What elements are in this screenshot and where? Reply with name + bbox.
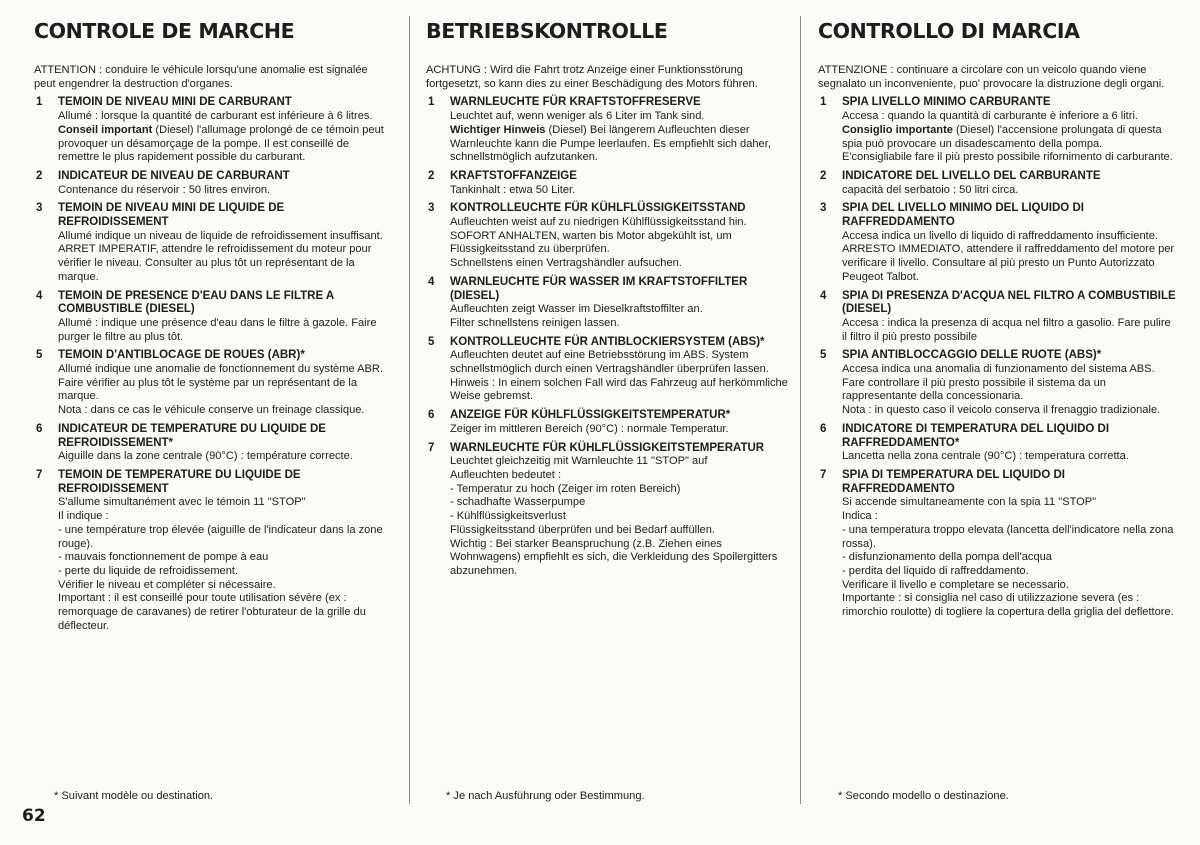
item-heading: WARNLEUCHTE FÜR WASSER IM KRAFTSTOFFILTER (DIESEL) [450,275,748,302]
item-number: 2 [820,169,827,182]
list-item [34,423,390,464]
item-heading: KRAFTSTOFFANZEIGE [450,169,577,182]
column-french [34,18,390,845]
item-number: 2 [428,169,435,182]
item-heading: WARNLEUCHTE FÜR KÜHLFLÜSSIGKEITSTEMPERATUR [450,441,765,454]
item-body [58,96,390,165]
item-text: - une température trop élevée (aiguille de l'indicateur dans la zone rouge). [58,523,383,550]
item-text: Importante : si consiglia nel caso di utilizzazione severa (es : rimorchio roulotte) di togliere la copertura della griglia del deflettore. [842,592,1174,619]
item-text: Lancetta nella zona centrale (90°C) : temperatura corretta. [842,450,1129,463]
list-item [426,276,788,331]
item-heading: SPIA DEL LIVELLO MINIMO DEL LIQUIDO DI RAFFREDDAMENTO [842,202,1084,229]
item-body [842,349,1176,418]
item-body [58,202,390,284]
list-item [34,170,390,197]
item-heading: ANZEIGE FÜR KÜHLFLÜSSIGKEITSTEMPERATUR* [450,409,731,422]
item-number: 6 [36,422,43,435]
item-note [58,124,390,165]
item-number: 7 [36,468,43,481]
item-text: Tankinhalt : etwa 50 Liter. [450,183,576,196]
item-text: Il indique : [58,510,109,523]
list-item [818,423,1176,464]
item-text: Allumé indique un niveau de liquide de refroidissement insuffisant. ARRET IMPERATIF, attendre le refroidissement du moteur pour vérifier le niveau. Consulter au plus tôt un représentant de la marque. [58,229,383,283]
list-item [818,349,1176,418]
list-item [426,202,788,271]
item-text: Aiguille dans la zone centrale (90°C) : température correcte. [58,450,353,463]
item-text: - Kühlflüssigkeitsverlust [450,510,566,523]
item-text: E'consigliabile fare il più presto possibile rifornimento di carburante. [842,151,1173,164]
intro-text: ACHTUNG : Wird die Fahrt trotz Anzeige einer Funktionsstörung fortgesetzt, so kann dies zu einer Beschädigung des Motors führen. [426,64,758,90]
item-text: Aufleuchten deutet auf eine Betriebsstörung im ABS. System schnellstmöglich durch einen Vertragshändler überprüfen lassen. [450,349,769,376]
item-body [58,170,390,197]
footnote-french: * Suivant modèle ou destination. [54,790,214,802]
item-heading: TEMOIN DE PRESENCE D'EAU DANS LE FILTRE A COMBUSTIBLE (DIESEL) [58,289,334,316]
item-text: Accesa indica un livello di liquido di raffreddamento insufficiente. ARRESTO IMMEDIATO, attendere il raffreddamento del motore per verificare il livello. Consultare al più presto un Punto Autorizzato Peugeot Talbot. [842,229,1175,283]
item-heading: INDICATORE DEL LIVELLO DEL CARBURANTE [842,169,1101,182]
list-item [818,96,1176,165]
list-item [426,336,788,405]
item-heading: TEMOIN DE NIVEAU MINI DE LIQUIDE DE REFROIDISSEMENT [58,202,285,229]
item-text: - mauvais fonctionnement de pompe à eau [58,551,269,564]
item-body [842,96,1176,165]
item-text: Vérifier le niveau et compléter si nécessaire. [58,578,276,591]
list-item [34,96,390,165]
item-body [842,202,1176,284]
item-number: 4 [36,289,43,302]
item-number: 5 [820,349,827,362]
item-body [842,170,1176,197]
item-body [450,336,788,405]
item-number: 1 [820,96,827,109]
list-item [818,290,1176,345]
item-text: Filter schnellstens reinigen lassen. [450,316,620,329]
list-item [34,469,390,633]
item-text: Allumé indique une anomalie de fonctionnement du système ABR. Faire vérifier au plus tôt le système par un représentant de la marque. [58,363,383,403]
item-number: 4 [428,275,435,288]
item-number: 2 [36,169,43,182]
footnote-german: * Je nach Ausführung oder Bestimmung. [446,790,645,802]
item-note [450,124,788,165]
list-item [426,170,788,197]
item-text: Leuchtet gleichzeitig mit Warnleuchte 11 "STOP" auf [450,455,708,468]
item-body [58,290,390,345]
item-number: 3 [428,202,435,215]
item-number: 5 [428,335,435,348]
item-body [58,349,390,418]
item-body [450,202,788,271]
item-body [842,290,1176,345]
item-number: 6 [820,422,827,435]
item-text: Nota : dans ce cas le véhicule conserve un freinage classique. [58,404,365,417]
item-number: 4 [820,289,827,302]
item-heading: SPIA ANTIBLOCCAGGIO DELLE RUOTE (ABS)* [842,349,1102,362]
item-heading: TEMOIN DE NIVEAU MINI DE CARBURANT [58,96,292,109]
item-text: Leuchtet auf, wenn weniger als 6 Liter im Tank sind. [450,110,705,123]
item-text: Hinweis : In einem solchen Fall wird das Fahrzeug auf herkömmliche Weise gebremst. [450,376,788,403]
item-text: Accesa indica una anomalia di funzionamento del sistema ABS. Fare controllare il più presto possibile il sistema da un rappresentante della concessionaria. [842,363,1155,403]
item-text: Zeiger im mittleren Bereich (90°C) : normale Temperatur. [450,422,729,435]
item-text: - perdita del liquido di raffreddamento. [842,564,1029,577]
item-text: Accesa : quando la quantità di carburante è inferiore a 6 litri. [842,110,1139,123]
item-number: 3 [820,202,827,215]
section-title: CONTROLLO DI MARCIA [818,19,1080,43]
item-body [842,469,1176,620]
item-text: Indica : [842,510,878,523]
item-body [450,96,788,165]
item-number: 7 [820,468,827,481]
note-label: Conseil important [58,123,153,136]
item-note [842,124,1176,151]
list-item [34,290,390,345]
item-body [450,276,788,331]
item-text: - perte du liquide de refroidissement. [58,564,239,577]
item-heading: INDICATEUR DE NIVEAU DE CARBURANT [58,169,290,182]
column-german [426,18,788,845]
item-heading: INDICATORE DI TEMPERATURA DEL LIQUIDO DI RAFFREDDAMENTO* [842,422,1110,449]
section-title: CONTROLE DE MARCHE [34,19,295,43]
item-number: 6 [428,409,435,422]
item-text: Aufleuchten weist auf zu niedrigen Kühlflüssigkeitsstand hin. [450,216,747,229]
item-heading: KONTROLLEUCHTE FÜR KÜHLFLÜSSIGKEITSSTAND [450,202,746,215]
list-item [426,409,788,436]
item-text: capacità del serbatoio : 50 litri circa. [842,183,1019,196]
item-text: Contenance du réservoir : 50 litres environ. [58,183,271,196]
item-text: Wichtig : Bei starker Beanspruchung (z.B. Ziehen eines Wohnwagens) empfiehlt es sich, die Verkleidung des Spoilergitters abzunehmen. [450,537,778,577]
item-text: Flüssigkeitsstand überprüfen und bei Bedarf auffüllen. [450,523,715,536]
item-heading: WARNLEUCHTE FÜR KRAFTSTOFFRESERVE [450,96,701,109]
item-heading: SPIA DI TEMPERATURA DEL LIQUIDO DI RAFFREDDAMENTO [842,468,1065,495]
footnote-italian: * Secondo modello o destinazione. [838,790,1009,802]
item-text: Schnellstens einen Vertragshändler aufsuchen. [450,257,682,270]
item-number: 1 [428,96,435,109]
column-divider [800,16,801,804]
item-text: S'allume simultanément avec le témoin 11 "STOP" [58,496,306,509]
list-item [818,202,1176,284]
page-number: 62 [22,806,46,826]
note-label: Consiglio importante [842,123,953,136]
section-title: BETRIEBSKONTROLLE [426,19,668,43]
item-text: - schadhafte Wasserpumpe [450,496,586,509]
item-text: - una temperatura troppo elevata (lancetta dell'indicatore nella zona rossa). [842,523,1174,550]
column-divider [409,16,410,804]
item-text: - Temperatur zu hoch (Zeiger im roten Bereich) [450,482,681,495]
item-text: Allumé : lorsque la quantité de carburant est inférieure à 6 litres. [58,110,373,123]
list-item [34,202,390,284]
list-item [818,469,1176,620]
list-item [426,96,788,165]
item-text: Aufleuchten zeigt Wasser im Dieselkraftstoffilter an. [450,303,703,316]
item-text: Nota : in questo caso il veicolo conserva il frenaggio tradizionale. [842,404,1161,417]
item-heading: TEMOIN DE TEMPERATURE DU LIQUIDE DE REFROIDISSEMENT [58,468,301,495]
intro-text: ATTENTION : conduire le véhicule lorsqu'une anomalie est signalée peut engendrer la destruction d'organes. [34,64,368,90]
note-text: (Diesel) Bei längerem Aufleuchten dieser Warnleuchte kann die Pumpe leerlaufen. Es empfiehlt sich daher, schnellstmöglich aufzutanken. [450,123,771,164]
item-body [450,170,788,197]
item-text: Si accende simultaneamente con la spia 11 "STOP" [842,496,1097,509]
item-number: 5 [36,349,43,362]
column-italian [818,18,1176,845]
list-item [818,170,1176,197]
item-body [450,442,788,579]
item-text: Aufleuchten bedeutet : [450,468,562,481]
item-text: Important : il est conseillé pour toute utilisation sévère (ex : remorquage de caravanes) de retirer l'obturateur de la grille du déflecteur. [58,592,366,632]
item-text: SOFORT ANHALTEN, warten bis Motor abgekühlt ist, um Flüssigkeitsstand zu überprüfen. [450,229,732,256]
note-label: Wichtiger Hinweis [450,123,546,136]
item-body [842,423,1176,464]
item-body [58,469,390,633]
list-item [426,442,788,579]
item-number: 1 [36,96,43,109]
item-heading: SPIA LIVELLO MINIMO CARBURANTE [842,96,1051,109]
item-text: Allumé : indique une présence d'eau dans le filtre à gazole. Faire purger le filtre au plus tôt. [58,316,377,343]
item-heading: INDICATEUR DE TEMPERATURE DU LIQUIDE DE REFROIDISSEMENT* [58,422,326,449]
note-text: (Diesel) l'allumage prolongé de ce témoin peut provoquer un désamorçage de la pompe. Il est conseillé de remettre le plus rapidement possible du carburant. [58,123,384,164]
item-number: 3 [36,202,43,215]
item-heading: TEMOIN D'ANTIBLOCAGE DE ROUES (ABR)* [58,349,305,362]
item-text: Verificare il livello e completare se necessario. [842,578,1069,591]
item-text: Accesa : indica la presenza di acqua nel filtro a gasolio. Fare pulire il filtro il più presto possibile [842,316,1171,343]
item-number: 7 [428,441,435,454]
note-text: (Diesel) l'accensione prolungata di questa spia può provocare un disadescamento della pompa. [842,123,1162,150]
item-heading: KONTROLLEUCHTE FÜR ANTIBLOCKIERSYSTEM (ABS)* [450,335,765,348]
item-text: - disfunzionamento della pompa dell'acqua [842,551,1052,564]
item-body [58,423,390,464]
intro-text: ATTENZIONE : continuare a circolare con un veicolo quando viene segnalato un inconveniente, puo' provocare la distruzione degli organi. [818,64,1165,90]
item-heading: SPIA DI PRESENZA D'ACQUA NEL FILTRO A COMBUSTIBILE (DIESEL) [842,289,1176,316]
list-item [34,349,390,418]
item-body [450,409,788,436]
